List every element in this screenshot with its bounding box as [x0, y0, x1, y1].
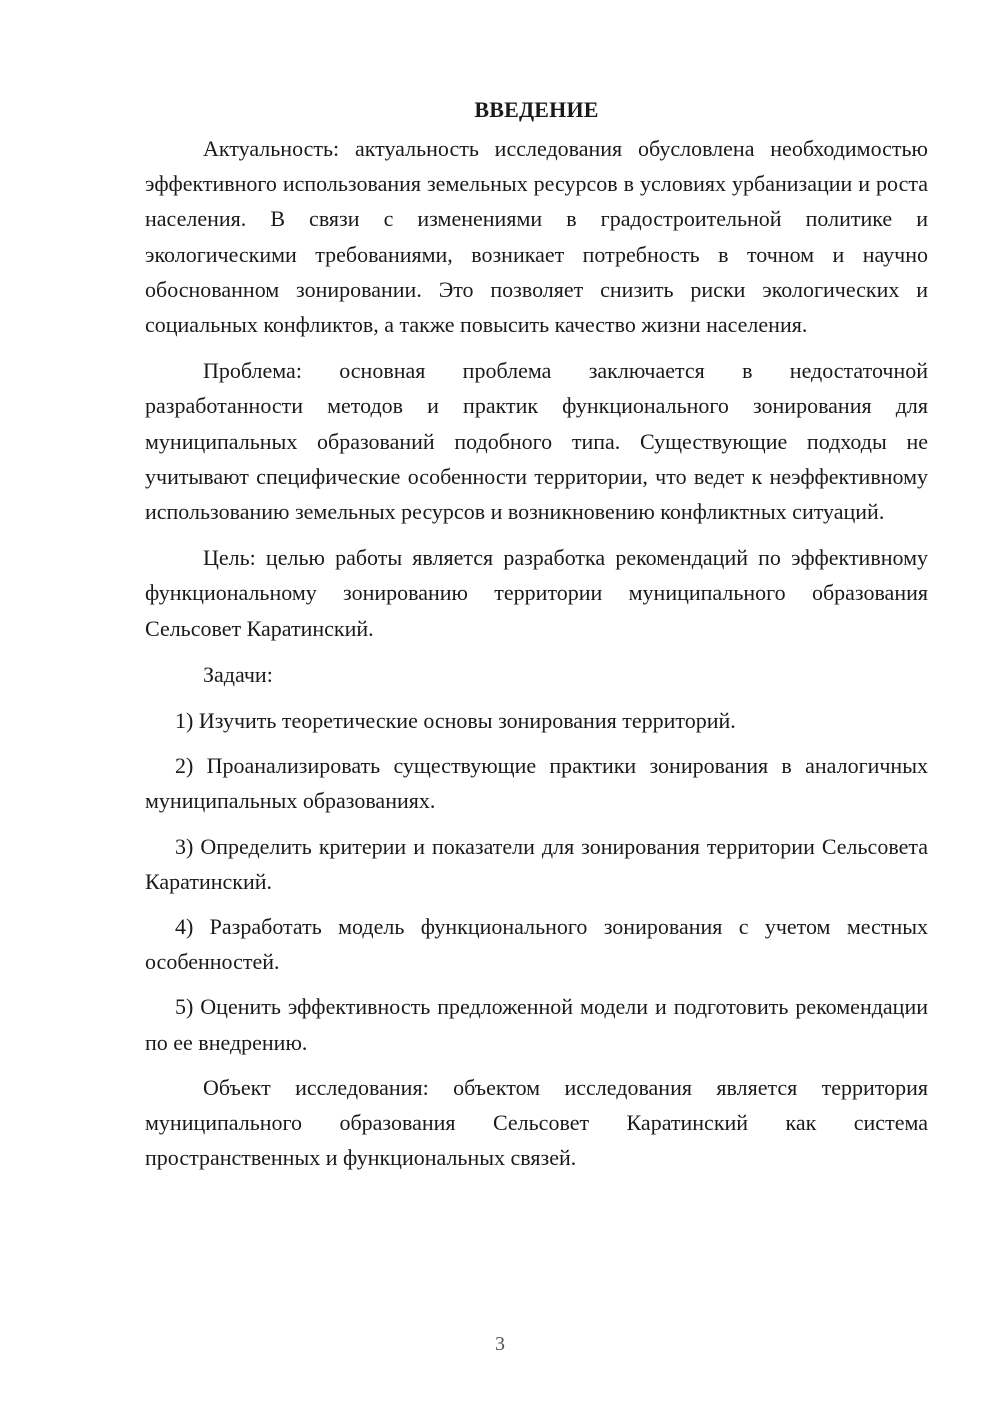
paragraph-object: Объект исследования: объектом исследования является территория муниципального образования Сельсовет Каратинский как система пространственных и функциональных связей. [145, 1074, 928, 1171]
paragraph-problem: Проблема: основная проблема заключается в недостаточной разработанности методов и практик функционального зонирования для муниципальных образований подобного типа. Существующие подходы не учитывают специфические особенности территории, что ведет к неэффективному использованию земельных ресурсов и возникновению конфликтных ситуаций. [145, 358, 928, 525]
task-item: 3) Определить критерии и показатели для зонирования территории Сельсовета Каратинский. [145, 833, 928, 894]
task-item: 4) Разработать модель функционального зонирования с учетом местных особенностей. [145, 914, 928, 975]
tasks-label: Задачи: [203, 661, 273, 687]
paragraph-goal: Цель: целью работы является разработка рекомендаций по эффективному функциональному зонированию территории муниципального образования Сельсовет Каратинский. [145, 545, 928, 641]
tasks-list [145, 703, 928, 1060]
document-page [145, 92, 928, 1186]
page-number: 3 [495, 1333, 505, 1355]
section-heading: ВВЕДЕНИЕ [474, 97, 599, 122]
task-item: 2) Проанализировать существующие практики зонирования в аналогичных муниципальных образованиях. [145, 753, 928, 814]
paragraph-relevance: Актуальность: актуальность исследования обусловлена необходимостью эффективного использования земельных ресурсов в условиях урбанизации и роста населения. В связи с изменениями в градостроительной политике и экологическими требованиями, возникает потребность в точном и научно обоснованном зонировании. Это позволяет снизить риски экологических и социальных конфликтов, а также повысить качество жизни населения. [145, 136, 928, 338]
task-item: 5) Оценить эффективность предложенной модели и подготовить рекомендации по ее внедрению. [145, 994, 928, 1055]
task-item: 1) Изучить теоретические основы зонирования территорий. [175, 708, 736, 734]
